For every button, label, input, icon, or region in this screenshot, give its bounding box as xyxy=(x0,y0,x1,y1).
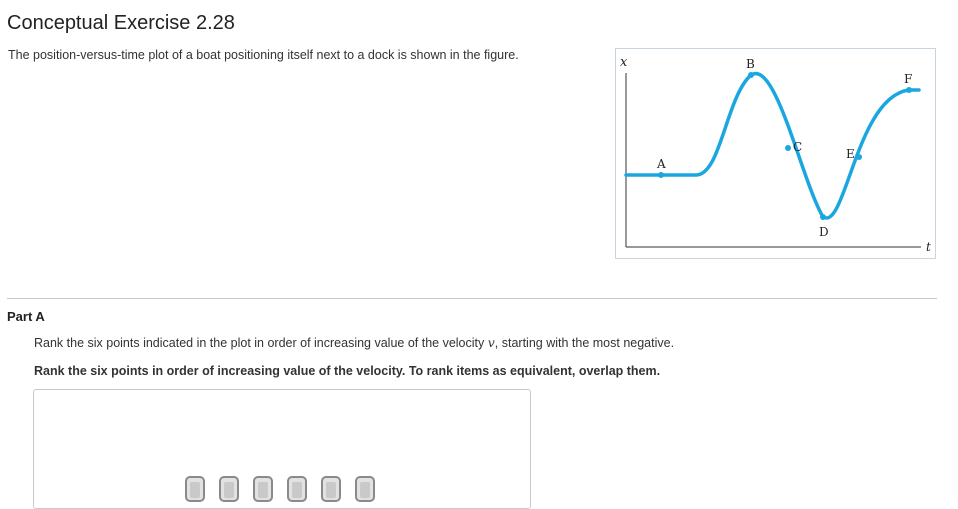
rank-tile-2[interactable] xyxy=(219,476,239,502)
point-b-marker xyxy=(748,72,754,78)
point-d-label: D xyxy=(819,225,829,239)
point-c-marker xyxy=(785,145,791,151)
point-f-label: F xyxy=(904,72,913,86)
point-a-label: A xyxy=(657,157,666,171)
velocity-symbol: v xyxy=(487,335,495,350)
position-time-figure xyxy=(615,48,936,259)
point-d-marker xyxy=(820,214,826,220)
question-text-before: Rank the six points indicated in the plot in order of increasing value of the velocity xyxy=(34,336,488,350)
position-time-plot xyxy=(616,49,937,260)
part-a-question xyxy=(34,335,674,350)
x-axis-label: t xyxy=(926,240,931,254)
rank-tile-4[interactable] xyxy=(287,476,307,502)
ranking-instruction: Rank the six points in order of increasing value of the velocity. To rank items as equivalent, overlap them. xyxy=(34,364,661,378)
part-a-heading: Part A xyxy=(7,309,45,324)
problem-intro: The position-versus-time plot of a boat positioning itself next to a dock is shown in the figure. xyxy=(8,48,519,62)
rank-tile-3[interactable] xyxy=(253,476,273,502)
section-divider xyxy=(7,298,937,299)
position-curve xyxy=(626,74,919,218)
point-e-marker xyxy=(856,154,862,160)
point-b-label: B xyxy=(746,57,755,71)
question-text-after: , starting with the most negative. xyxy=(494,336,675,350)
point-c-label: C xyxy=(793,140,803,154)
y-axis-label: x xyxy=(620,55,628,70)
page-title: Conceptual Exercise 2.28 xyxy=(7,12,235,34)
ranking-drop-area[interactable] xyxy=(33,389,531,509)
point-a-marker xyxy=(658,172,664,178)
rank-tile-5[interactable] xyxy=(321,476,341,502)
rank-tile-6[interactable] xyxy=(355,476,375,502)
rank-tile-1[interactable] xyxy=(185,476,205,502)
point-f-marker xyxy=(906,87,912,93)
point-e-label: E xyxy=(846,147,855,161)
